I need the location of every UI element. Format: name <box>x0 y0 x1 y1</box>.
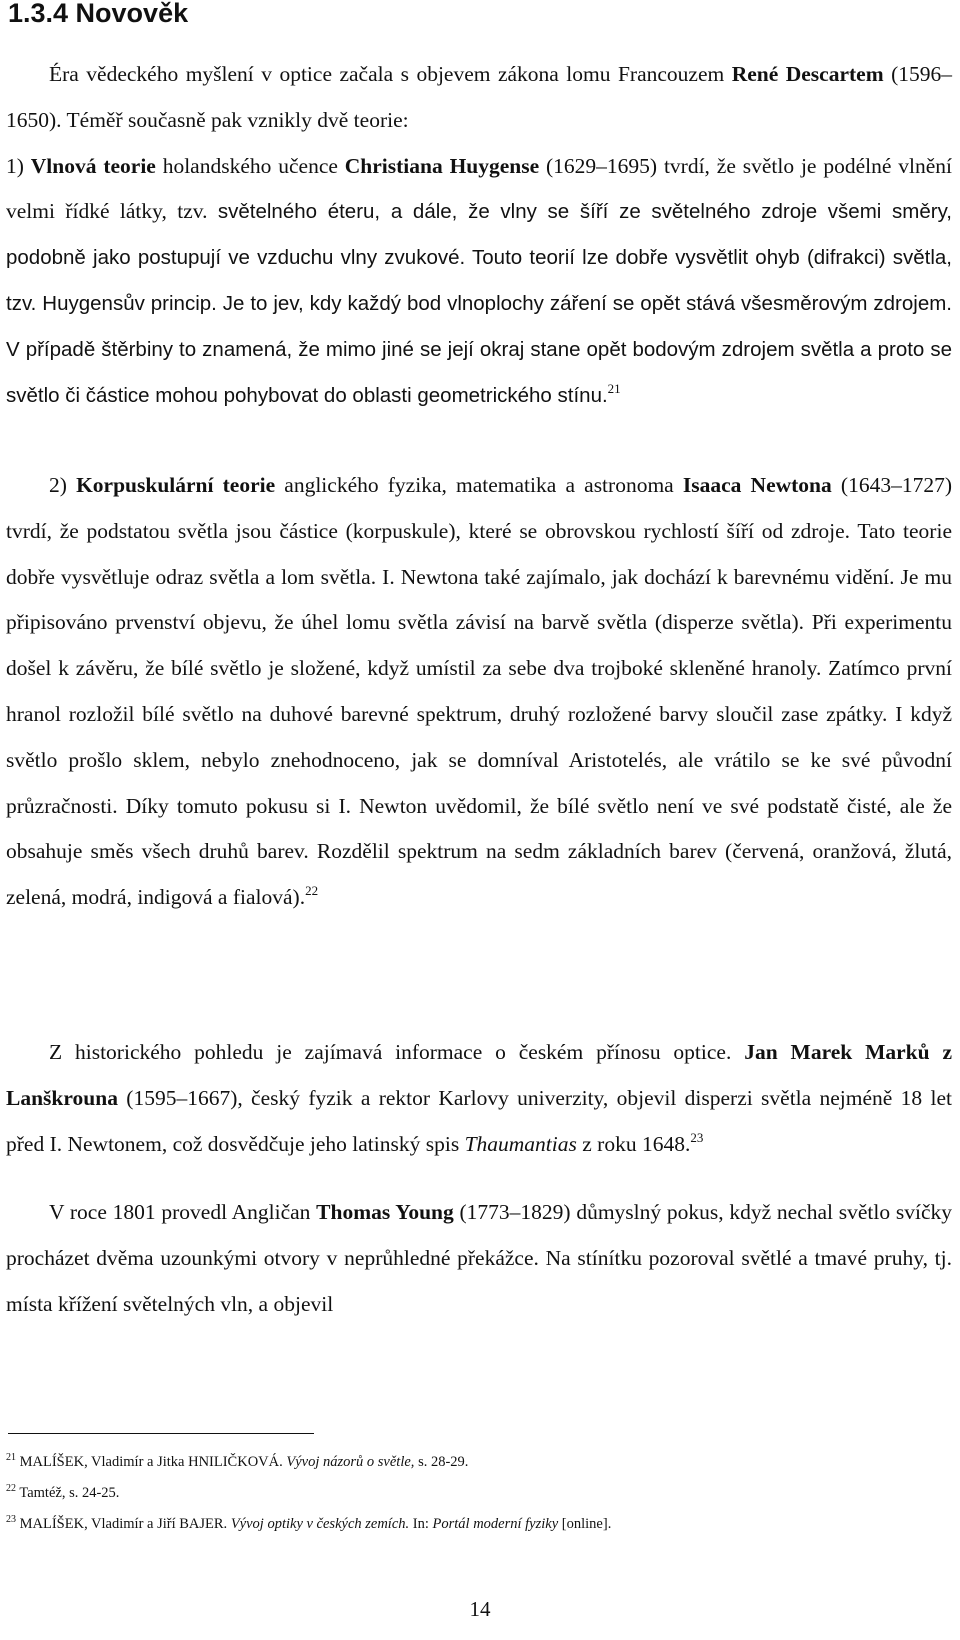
footnote-number: 22 <box>6 1483 16 1494</box>
italic-title: Thaumantias <box>464 1131 577 1156</box>
footnote-22 <box>6 1483 952 1514</box>
text: (1595–1667), český fyzik a rektor Karlovy univerzity, objevil disperzi světla nejméně 18 let před I. Newtonem, což dosvědčuje jeho latinský spis <box>6 1085 952 1156</box>
bold-name: Jan Marek Marků z Lanškrouna <box>6 1040 952 1110</box>
bold-name: Isaaca Newtona <box>682 473 832 497</box>
text: (1629–1695) tvrdí, že světlo je podélné vlnění velmi řídké látky, tzv. <box>6 153 952 224</box>
text: MALÍŠEK, Vladimír a Jitka HNILIČKOVÁ. <box>16 1454 287 1470</box>
text: (1773–1829) důmyslný pokus, když nechal světlo svíčky procházet dvěma uzounkými otvory v neprůhledné překážce. Na stínítku pozoroval světlé a tmavé pruhy, tj. místa křížení světelných vln, a objevil <box>6 1200 952 1316</box>
footnotes <box>6 1452 952 1545</box>
text: s. 28-29. <box>414 1454 469 1470</box>
footnote-separator <box>8 1433 314 1434</box>
text: holandského učence <box>155 153 345 178</box>
text: anglického fyzika, matematika a astronoma <box>275 473 683 497</box>
text-sans: světelného éteru, a dále, že vlny se šíří ze světelného zdroje všemi směry, podobně jako postupují ve vzduchu vlny zvukové. Touto teorií lze dobře vysvětlit ohyb (difrakci) světla, tzv. Huygensův princip. <box>6 200 952 315</box>
bold-name: Christiana Huygense <box>344 153 540 178</box>
paragraph-wave-theory <box>6 52 952 418</box>
footnote-23 <box>6 1514 952 1545</box>
text: (1643–1727) tvrdí, že podstatou světla jsou částice (korpuskule), které se obrovskou rychlostí šíří od zdroje. Tato teorie dobře vysvětluje odraz světla a lom světla. I. Newtona také zajímalo, jak dochází k barevnému vidění. Je mu připisováno prvenství objevu, že úhel lomu světla závisí na barvě světla (disperze světla). Při experimentu došel k závěru, že bílé světlo je složené, když umístil za sebe dva trojboké skleněné hranoly. Zatímco první hranol rozložil bílé světlo na duhové barevné spektrum, druhý rozložené barvy sloučil zase zpátky. I když světlo prošlo sklem, nebylo znehodnoceno, jak se domníval Aristotelés, ale vrátilo se ke své původní průzračnosti. Díky tomuto pokusu si I. Newton uvědomil, že bílé světlo není ve své podstatě čisté, ale že obsahuje směs všech druhů barev. Rozdělil spektrum na sedm základních barev (červená, oranžová, žlutá, zelená, modrá, indigová a fialová). <box>6 473 952 910</box>
italic-title: Vývoj názorů o světle, <box>286 1454 415 1470</box>
text: z roku 1648. <box>576 1131 691 1156</box>
footnote-21 <box>6 1452 952 1483</box>
text: Éra vědeckého myšlení v optice začala s objevem zákona lomu Francouzem <box>49 62 725 86</box>
text: 1) <box>6 153 31 178</box>
paragraph-czech-contribution <box>6 1030 952 1167</box>
text: In: <box>409 1516 433 1532</box>
text: 2) <box>49 473 77 497</box>
text: V roce 1801 provedl Angličan <box>49 1200 317 1224</box>
text: Z historického pohledu je zajímavá informace o českém přínosu optice. <box>49 1040 745 1064</box>
bold-term: Vlnová teorie <box>30 153 156 178</box>
footnote-ref: 22 <box>305 883 319 899</box>
text: MALÍŠEK, Vladimír a Jiří BAJER. <box>16 1516 231 1532</box>
bold-name: René Descartem <box>731 62 884 86</box>
italic-title: Vývoj optiky v českých zemích. <box>230 1516 410 1532</box>
footnote-ref: 21 <box>607 380 621 396</box>
italic-title: Portál moderní fyziky <box>432 1516 559 1532</box>
page-number: 14 <box>469 1597 491 1621</box>
footnote-number: 21 <box>6 1452 16 1463</box>
bold-term: Korpuskulární teorie <box>76 473 276 497</box>
section-heading: 1.3.4 Novověk <box>8 0 189 28</box>
paragraph-corpuscular-theory <box>6 463 952 921</box>
footnote-ref: 23 <box>690 1129 704 1145</box>
text: (1596–1650). Téměř současně pak vznikly dvě teorie: <box>6 62 952 132</box>
bold-name: Thomas Young <box>316 1200 454 1224</box>
footnote-number: 23 <box>6 1514 16 1525</box>
text-sans: Je to jev, kdy každý bod vlnoplochy záření se opět stává všesměrovým zdrojem. V případě štěrbiny to znamená, že mimo jiné se její okraj stane opět bodovým zdrojem světla a proto se světlo či částice mohou pohybovat do oblasti geometrického stínu. <box>6 291 952 407</box>
text: [online]. <box>558 1516 612 1532</box>
text: Tamtéž, s. 24-25. <box>16 1485 120 1501</box>
paragraph-young <box>6 1190 952 1327</box>
